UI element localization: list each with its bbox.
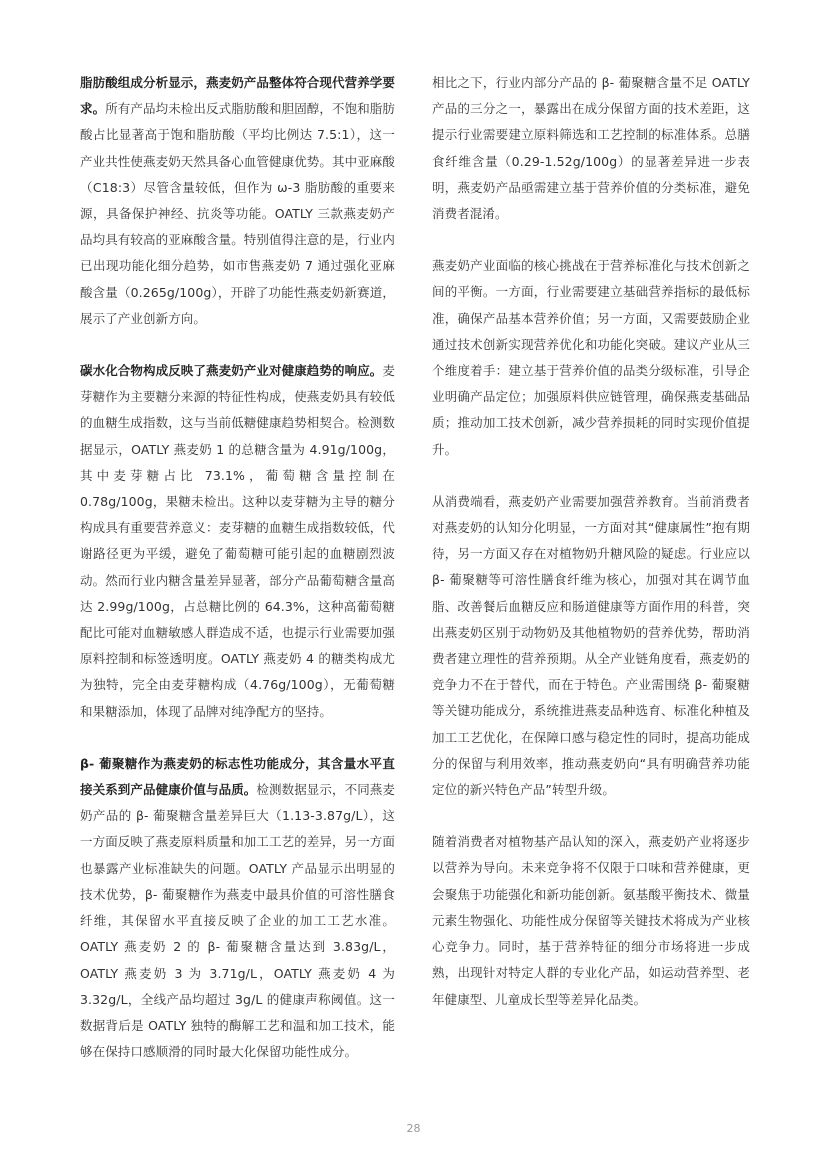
page-number: 28 xyxy=(406,1122,421,1135)
paragraph-future-outlook: 随着消费者对植物基产品认知的深入，燕麦奶产业将逐步以营养为导向。未来竞争将不仅限于口味和营养健康，更会聚焦于功能强化和新功能创新。氨基酸平衡技术、微量元素生物强化、功能性成分保留等关键技术将成为产业核心竞争力。同时，基于营养特征的细分市场将进一步成熟，出现针对特定人群的专业化产品，如运动营养型、老年健康型、儿童成长型等差异化品类。 xyxy=(432,834,750,1007)
paragraph-consumer-education: 从消费端看，燕麦奶产业需要加强营养教育。当前消费者对燕麦奶的认知分化明显，一方面对其“健康属性”抱有期待，另一方面又存在对植物奶升糖风险的疑虑。行业应以 β- 葡聚糖等可溶性膳食纤维为核心，加强对其在调节血脂、改善餐后血糖反应和肠道健康等方面作用的科普，突出燕麦奶区别于动物奶及其他植物奶的营养优势，帮助消费者建立理性的营养预期。从全产业链角度看，燕麦奶的竞争力不在于替代，而在于特色。产业需围绕 β- 葡聚糖等关键功能成分，系统推进燕麦品种选育、标准化种植及加工工艺优化，在保障口感与稳定性的同时，提高功能成分的保留与利用效率，推动燕麦奶向“具有明确营养功能定位的新兴特色产品”转型升级。 xyxy=(432,493,750,798)
right-column xyxy=(432,70,750,1039)
paragraph-body: 麦芽糖作为主要糖分来源的特征性构成，使燕麦奶具有较低的血糖生成指数，这与当前低糖健康趋势相契合。检测数据显示，OATLY 燕麦奶 1 的总糖含量为 4.91g/100g，其中麦芽糖占比 73.1%，葡萄糖含量控制在 0.78g/100g，果糖未检出。这种以麦芽糖为主导的糖分构成具有重要营养意义：麦芽糖的血糖生成指数较低，代谢路径更为平缓，避免了葡萄糖可能引起的血糖剧烈波动。然而行业内糖含量差异显著，部分产品葡萄糖含量高达 2.99g/100g，占总糖比例的 64.3%，这种高葡萄糖配比可能对血糖敏感人群造成不适，也提示行业需要加强原料控制和标签透明度。OATLY 燕麦奶 4 的糖类构成尤为独特，完全由麦芽糖构成（4.76g/100g），无葡萄糖和果糖添加，体现了品牌对纯净配方的坚持。 xyxy=(80,363,396,719)
paragraph-lead: 脂肪酸组成分析显示，燕麦奶产品整体符合现代营养学要求。 xyxy=(80,75,396,117)
paragraph-lead: β- 葡聚糖作为燕麦奶的标志性功能成分，其含量水平直接关系到产品健康价值与品质。 xyxy=(80,755,395,798)
paragraph-core-challenge: 燕麦奶产业面临的核心挑战在于营养标准化与技术创新之间的平衡。一方面，行业需要建立基础营养指标的最低标准，确保产品基本营养价值；另一方面，又需要鼓励企业通过技术创新实现营养优化和功能化突破。建议产业从三个维度着手：建立基于营养价值的品类分级标准，引导企业明确产品定位；加强原料供应链管理，确保燕麦基础品质；推动加工技术创新，减少营养损耗的同时实现价值提升。 xyxy=(432,258,750,457)
paragraph-comparison: 相比之下，行业内部分产品的 β- 葡聚糖含量不足 OATLY 产品的三分之一，暴露出在成分保留方面的技术差距，这提示行业需要建立原料筛选和工艺控制的标准体系。总膳食纤维含量（0.29-1.52g/100g）的显著差异进一步表明，燕麦奶产品亟需建立基于营养价值的分类标准，避免消费者混淆。 xyxy=(432,75,750,222)
paragraph-beta-glucan xyxy=(80,751,395,1065)
paragraph-body: 所有产品均未检出反式脂肪酸和胆固醇，不饱和脂肪酸占比显著高于饱和脂肪酸（平均比例达 7.5:1），这一产业共性使燕麦奶天然具备心血管健康优势。其中亚麻酸（C18:3）尽管含量较低，但作为 ω-3 脂肪酸的重要来源，具备保护神经、抗炎等功能。OATLY 三款燕麦奶产品均具有较高的亚麻酸含量。特别值得注意的是，行业内已出现功能化细分趋势，如市售燕麦奶 7 通过强化亚麻酸含量（0.265g/100g），开辟了功能性燕麦奶新赛道，展示了产业创新方向。 xyxy=(80,101,396,326)
left-column xyxy=(80,70,395,1091)
paragraph-body: 检测数据显示，不同燕麦奶产品的 β- 葡聚糖含量差异巨大（1.13-3.87g/L），这一方面反映了燕麦原料质量和加工工艺的差异，另一方面也暴露产业标准缺失的问题。OATLY 产品显示出明显的技术优势，β- 葡聚糖作为燕麦中最具价值的可溶性膳食纤维，其保留水平直接反映了企业的加工工艺水准。OATLY 燕麦奶 2 的 β- 葡聚糖含量达到 3.83g/L，OATLY 燕麦奶 3 为 3.71g/L，OATLY 燕麦奶 4 为 3.32g/L，全线产品均超过 3g/L 的健康声称阈值。这一数据背后是 OATLY 独特的酶解工艺和温和加工技术，能够在保持口感顺滑的同时最大化保留功能性成分。 xyxy=(80,782,396,1060)
paragraph-carbohydrates xyxy=(80,358,395,725)
paragraph-fatty-acids xyxy=(80,70,395,332)
paragraph-lead: 碳水化合物构成反映了燕麦奶产业对健康趋势的响应。 xyxy=(80,363,383,379)
